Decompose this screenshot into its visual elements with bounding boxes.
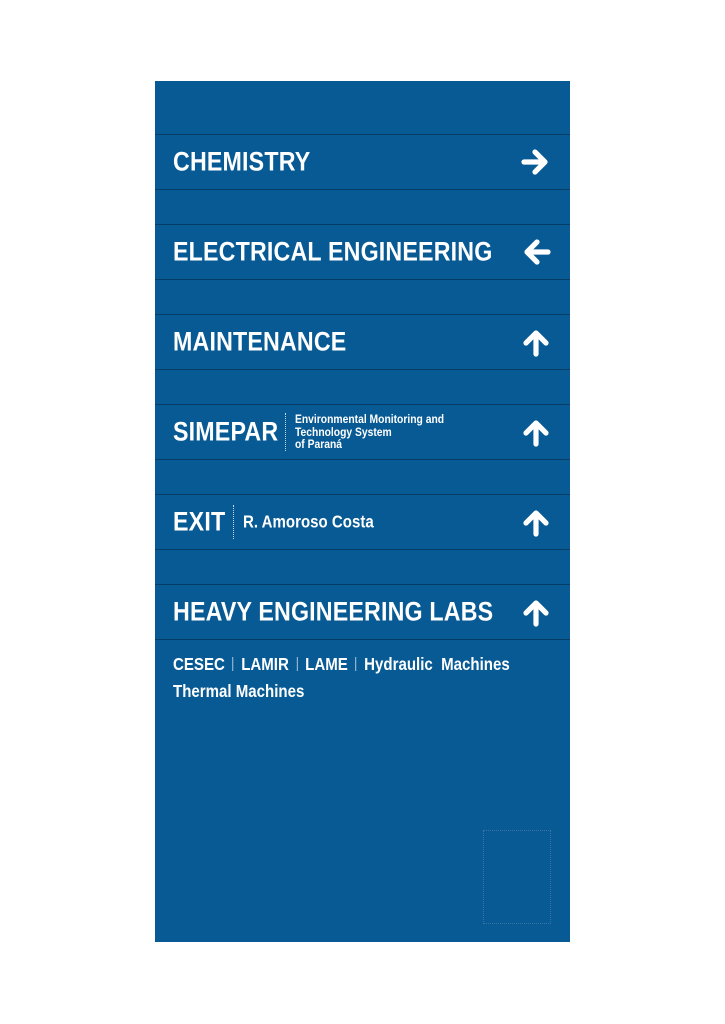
exit-description: R. Amoroso Costa [243, 511, 374, 532]
up-arrow-icon [520, 506, 552, 538]
divider [285, 413, 286, 451]
up-arrow-icon [520, 326, 552, 358]
description-line: of Paraná [295, 437, 343, 451]
description-line: Environmental Monitoring and [295, 412, 445, 426]
labs-list [173, 651, 510, 705]
sign-row-maintenance [155, 314, 570, 370]
directional-sign [155, 81, 570, 942]
lab-name: Hydraulic Machines [364, 654, 510, 674]
labs-line-1 [173, 651, 510, 678]
up-arrow-icon [520, 596, 552, 628]
simepar-description [295, 413, 444, 451]
up-arrow-icon [520, 416, 552, 448]
dotted-placeholder-box [483, 830, 551, 924]
sign-row-label: SIMEPAR [173, 416, 279, 447]
sign-row-label: MAINTENANCE [173, 326, 347, 357]
sign-row-heavy-engineering-labs [155, 584, 570, 640]
sign-row-label: EXIT [173, 506, 226, 537]
divider [356, 657, 357, 671]
sign-row-label: HEAVY ENGINEERING LABS [173, 596, 494, 627]
sign-row-simepar [155, 404, 570, 460]
lab-name: CESEC [173, 654, 225, 674]
divider [297, 657, 298, 671]
lab-name: LAME [305, 654, 348, 674]
left-arrow-icon [520, 236, 552, 268]
sign-row-label: ELECTRICAL ENGINEERING [173, 236, 493, 267]
sign-row-chemistry [155, 134, 570, 190]
right-arrow-icon [520, 146, 552, 178]
labs-line-2: Thermal Machines [173, 681, 305, 701]
sign-row-exit [155, 494, 570, 550]
divider [233, 657, 234, 671]
description-line: Technology System [295, 424, 392, 439]
divider [233, 505, 234, 539]
lab-name: LAMIR [241, 654, 289, 674]
sign-row-electrical-engineering [155, 224, 570, 280]
sign-row-label: CHEMISTRY [173, 146, 311, 177]
